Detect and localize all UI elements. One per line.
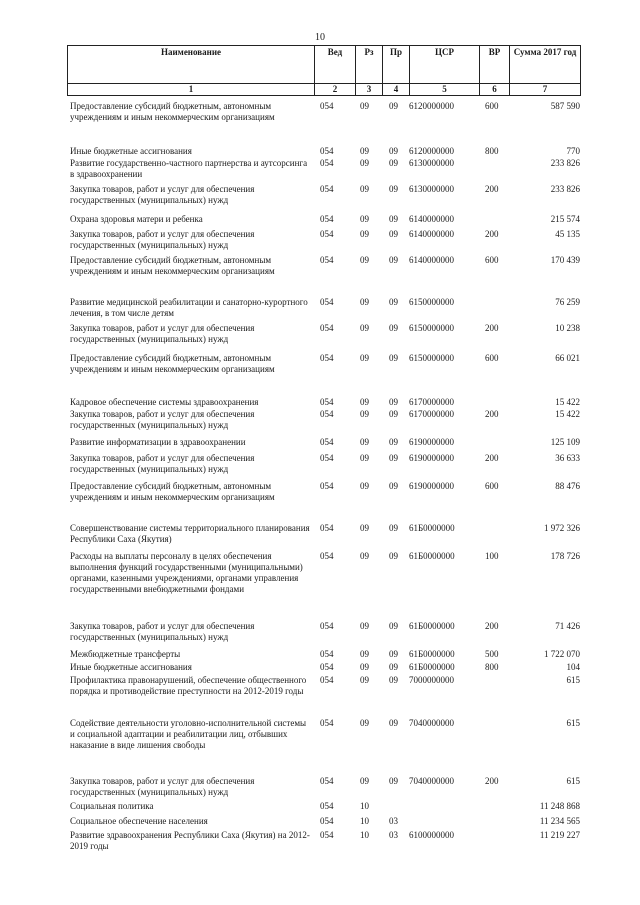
cell-sum: 11 219 227 (539, 830, 580, 840)
cell-csr: 7040000000 (409, 776, 454, 786)
cell-vr: 800 (485, 146, 499, 156)
table-row (67, 158, 580, 182)
cell-ved: 054 (320, 437, 334, 447)
table-row (67, 255, 580, 279)
cell-pr: 09 (389, 323, 398, 333)
cell-vr: 200 (485, 229, 499, 239)
cell-csr: 7000000000 (409, 675, 454, 685)
col-header-name: Наименование (68, 46, 315, 84)
cell-pr: 09 (389, 662, 398, 672)
cell-ved: 054 (320, 481, 334, 491)
table-row (67, 453, 580, 477)
table-row (67, 323, 580, 347)
cell-sum: 1 972 326 (544, 523, 580, 533)
table-row (67, 718, 580, 752)
cell-sum: 615 (566, 718, 580, 728)
cell-sum: 215 574 (550, 214, 580, 224)
cell-name: Закупка товаров, работ и услуг для обеспечения государственных (муниципальных) нужд (70, 621, 255, 642)
cell-name: Предоставление субсидий бюджетным, автономным учреждениям и иным некоммерческим организациям (70, 101, 275, 122)
cell-name: Социальная политика (70, 801, 154, 811)
cell-csr: 6150000000 (409, 353, 454, 363)
cell-sum: 125 109 (550, 437, 580, 447)
col-number: 6 (480, 84, 510, 96)
col-header-csr: ЦСР (410, 46, 480, 84)
cell-pr: 09 (389, 101, 398, 111)
cell-ved: 054 (320, 830, 334, 840)
col-header-vr: ВР (480, 46, 510, 84)
cell-ved: 054 (320, 409, 334, 419)
cell-ved: 054 (320, 214, 334, 224)
cell-sum: 170 439 (550, 255, 580, 265)
cell-sum: 104 (566, 662, 580, 672)
cell-ved: 054 (320, 158, 334, 168)
cell-ved: 054 (320, 649, 334, 659)
col-number: 1 (68, 84, 315, 96)
table-row (67, 662, 580, 674)
table-header (67, 45, 581, 96)
cell-sum: 66 021 (555, 353, 580, 363)
cell-rz: 09 (360, 158, 369, 168)
cell-rz: 09 (360, 146, 369, 156)
table-row (67, 184, 580, 208)
table-row (67, 229, 580, 253)
cell-rz: 09 (360, 297, 369, 307)
cell-name: Содействие деятельности уголовно-исполнительной системы и социальной адаптации и реабилитации лиц, отбывших наказание в виде лишения свободы (70, 718, 307, 750)
cell-name: Закупка товаров, работ и услуг для обеспечения государственных (муниципальных) нужд (70, 323, 255, 344)
cell-csr: 6150000000 (409, 323, 454, 333)
table-row (67, 214, 580, 226)
cell-rz: 09 (360, 397, 369, 407)
cell-csr: 6140000000 (409, 255, 454, 265)
cell-sum: 36 633 (555, 453, 580, 463)
table-row (67, 101, 580, 125)
cell-vr: 200 (485, 184, 499, 194)
cell-rz: 09 (360, 453, 369, 463)
col-header-sum: Сумма 2017 год (510, 46, 581, 84)
cell-pr: 09 (389, 523, 398, 533)
cell-csr: 6170000000 (409, 397, 454, 407)
cell-pr: 09 (389, 481, 398, 491)
table-row (67, 146, 580, 158)
cell-name: Социальное обеспечение населения (70, 816, 208, 826)
cell-sum: 233 826 (550, 158, 580, 168)
cell-vr: 600 (485, 101, 499, 111)
cell-rz: 09 (360, 437, 369, 447)
cell-rz: 09 (360, 229, 369, 239)
cell-name: Предоставление субсидий бюджетным, автономным учреждениям и иным некоммерческим организациям (70, 255, 275, 276)
col-header-rz: Рз (356, 46, 383, 84)
cell-csr: 6190000000 (409, 453, 454, 463)
cell-ved: 054 (320, 776, 334, 786)
cell-name: Охрана здоровья матери и ребенка (70, 214, 203, 224)
cell-name: Развитие информатизации в здравоохранении (70, 437, 246, 447)
col-number: 4 (383, 84, 410, 96)
cell-sum: 71 426 (555, 621, 580, 631)
cell-name: Профилактика правонарушений, обеспечение общественного порядка и противодействие преступности на 2012-2019 годы (70, 675, 307, 696)
cell-ved: 054 (320, 255, 334, 265)
cell-vr: 600 (485, 255, 499, 265)
cell-rz: 09 (360, 523, 369, 533)
cell-sum: 45 135 (555, 229, 580, 239)
table-row (67, 675, 580, 709)
cell-ved: 054 (320, 229, 334, 239)
cell-pr: 09 (389, 776, 398, 786)
page-number: 10 (315, 32, 325, 43)
cell-name: Закупка товаров, работ и услуг для обеспечения государственных (муниципальных) нужд (70, 184, 255, 205)
table-row (67, 551, 580, 609)
cell-pr: 09 (389, 453, 398, 463)
cell-name: Закупка товаров, работ и услуг для обеспечения государственных (муниципальных) нужд (70, 229, 255, 250)
cell-pr: 09 (389, 649, 398, 659)
cell-csr: 6150000000 (409, 297, 454, 307)
cell-rz: 09 (360, 255, 369, 265)
cell-sum: 233 826 (550, 184, 580, 194)
cell-sum: 770 (566, 146, 580, 156)
cell-name: Закупка товаров, работ и услуг для обеспечения государственных (муниципальных) нужд (70, 409, 255, 430)
cell-sum: 178 726 (550, 551, 580, 561)
cell-pr: 09 (389, 621, 398, 631)
cell-csr: 61Б0000000 (409, 551, 455, 561)
table-row (67, 816, 580, 828)
cell-sum: 76 259 (555, 297, 580, 307)
table-row (67, 353, 580, 377)
cell-ved: 054 (320, 101, 334, 111)
cell-ved: 054 (320, 675, 334, 685)
cell-pr: 09 (389, 409, 398, 419)
cell-pr: 03 (389, 830, 398, 840)
cell-ved: 054 (320, 662, 334, 672)
cell-rz: 09 (360, 621, 369, 631)
cell-ved: 054 (320, 453, 334, 463)
table-row (67, 297, 580, 321)
cell-rz: 09 (360, 481, 369, 491)
cell-csr: 6140000000 (409, 214, 454, 224)
cell-rz: 09 (360, 101, 369, 111)
cell-sum: 15 422 (555, 409, 580, 419)
cell-csr: 6190000000 (409, 481, 454, 491)
cell-pr: 09 (389, 184, 398, 194)
cell-vr: 200 (485, 323, 499, 333)
cell-pr: 09 (389, 146, 398, 156)
table-row (67, 776, 580, 800)
col-number: 7 (510, 84, 581, 96)
col-header-pr: Пр (383, 46, 410, 84)
table-row (67, 481, 580, 505)
cell-name: Закупка товаров, работ и услуг для обеспечения государственных (муниципальных) нужд (70, 776, 255, 797)
cell-rz: 09 (360, 662, 369, 672)
cell-sum: 88 476 (555, 481, 580, 491)
cell-vr: 600 (485, 353, 499, 363)
cell-sum: 615 (566, 776, 580, 786)
cell-csr: 6130000000 (409, 184, 454, 194)
col-number: 2 (315, 84, 356, 96)
cell-rz: 09 (360, 551, 369, 561)
cell-name: Совершенствование системы территориального планирования Республики Саха (Якутия) (70, 523, 310, 544)
cell-ved: 054 (320, 397, 334, 407)
cell-rz: 09 (360, 184, 369, 194)
cell-name: Предоставление субсидий бюджетным, автономным учреждениям и иным некоммерческим организациям (70, 481, 275, 502)
cell-csr: 7040000000 (409, 718, 454, 728)
cell-ved: 054 (320, 621, 334, 631)
cell-pr: 09 (389, 397, 398, 407)
cell-sum: 10 238 (555, 323, 580, 333)
cell-pr: 09 (389, 437, 398, 447)
cell-csr: 61Б0000000 (409, 621, 455, 631)
cell-pr: 09 (389, 718, 398, 728)
cell-sum: 1 722 070 (544, 649, 580, 659)
cell-pr: 09 (389, 214, 398, 224)
cell-pr: 09 (389, 229, 398, 239)
cell-vr: 200 (485, 776, 499, 786)
cell-pr: 09 (389, 297, 398, 307)
cell-name: Закупка товаров, работ и услуг для обеспечения государственных (муниципальных) нужд (70, 453, 255, 474)
cell-pr: 09 (389, 675, 398, 685)
col-number: 3 (356, 84, 383, 96)
cell-csr: 61Б0000000 (409, 662, 455, 672)
cell-csr: 6190000000 (409, 437, 454, 447)
cell-sum: 11 234 565 (539, 816, 580, 826)
cell-vr: 200 (485, 621, 499, 631)
cell-sum: 615 (566, 675, 580, 685)
table-row (67, 621, 580, 645)
cell-ved: 054 (320, 718, 334, 728)
cell-vr: 600 (485, 481, 499, 491)
cell-csr: 6120000000 (409, 101, 454, 111)
col-number: 5 (410, 84, 480, 96)
cell-csr: 6100000000 (409, 830, 454, 840)
table-row (67, 523, 580, 547)
table-row (67, 409, 580, 433)
cell-ved: 054 (320, 523, 334, 533)
cell-csr: 6130000000 (409, 158, 454, 168)
cell-vr: 100 (485, 551, 499, 561)
cell-rz: 09 (360, 409, 369, 419)
cell-name: Иные бюджетные ассигнования (70, 662, 192, 672)
cell-sum: 11 248 868 (539, 801, 580, 811)
cell-csr: 61Б0000000 (409, 523, 455, 533)
cell-vr: 500 (485, 649, 499, 659)
cell-csr: 6170000000 (409, 409, 454, 419)
cell-rz: 09 (360, 776, 369, 786)
cell-sum: 587 590 (550, 101, 580, 111)
cell-vr: 800 (485, 662, 499, 672)
cell-pr: 09 (389, 255, 398, 265)
cell-name: Кадровое обеспечение системы здравоохранения (70, 397, 259, 407)
cell-pr: 03 (389, 816, 398, 826)
cell-ved: 054 (320, 353, 334, 363)
cell-name: Развитие здравоохранения Республики Саха (Якутия) на 2012-2019 годы (70, 830, 310, 851)
cell-rz: 09 (360, 649, 369, 659)
cell-rz: 09 (360, 353, 369, 363)
cell-pr: 09 (389, 158, 398, 168)
table-row (67, 801, 580, 813)
cell-name: Развитие государственно-частного партнерства и аутсорсинга в здравоохранении (70, 158, 308, 179)
cell-ved: 054 (320, 297, 334, 307)
cell-vr: 200 (485, 453, 499, 463)
cell-csr: 61Б0000000 (409, 649, 455, 659)
cell-ved: 054 (320, 184, 334, 194)
cell-ved: 054 (320, 146, 334, 156)
cell-sum: 15 422 (555, 397, 580, 407)
cell-rz: 10 (360, 801, 369, 811)
cell-rz: 09 (360, 675, 369, 685)
cell-ved: 054 (320, 323, 334, 333)
cell-rz: 09 (360, 214, 369, 224)
table-row (67, 437, 580, 449)
cell-rz: 10 (360, 830, 369, 840)
cell-csr: 6120000000 (409, 146, 454, 156)
table-row (67, 397, 580, 409)
cell-rz: 09 (360, 323, 369, 333)
cell-pr: 09 (389, 353, 398, 363)
cell-rz: 10 (360, 816, 369, 826)
cell-ved: 054 (320, 551, 334, 561)
cell-pr: 09 (389, 551, 398, 561)
cell-name: Развитие медицинской реабилитации и санаторно-курортного лечения, в том числе детям (70, 297, 308, 318)
table-row (67, 830, 580, 854)
cell-vr: 200 (485, 409, 499, 419)
cell-csr: 6140000000 (409, 229, 454, 239)
cell-name: Предоставление субсидий бюджетным, автономным учреждениям и иным некоммерческим организациям (70, 353, 275, 374)
table-row (67, 649, 580, 661)
cell-name: Иные бюджетные ассигнования (70, 146, 192, 156)
cell-rz: 09 (360, 718, 369, 728)
cell-name: Расходы на выплаты персоналу в целях обеспечения выполнения функций государственными (муниципальными) органами, казенными учреждениями, органами управления государственными внебюджетными фондами (70, 551, 303, 594)
cell-ved: 054 (320, 801, 334, 811)
cell-name: Межбюджетные трансферты (70, 649, 181, 659)
col-header-ved: Вед (315, 46, 356, 84)
cell-ved: 054 (320, 816, 334, 826)
